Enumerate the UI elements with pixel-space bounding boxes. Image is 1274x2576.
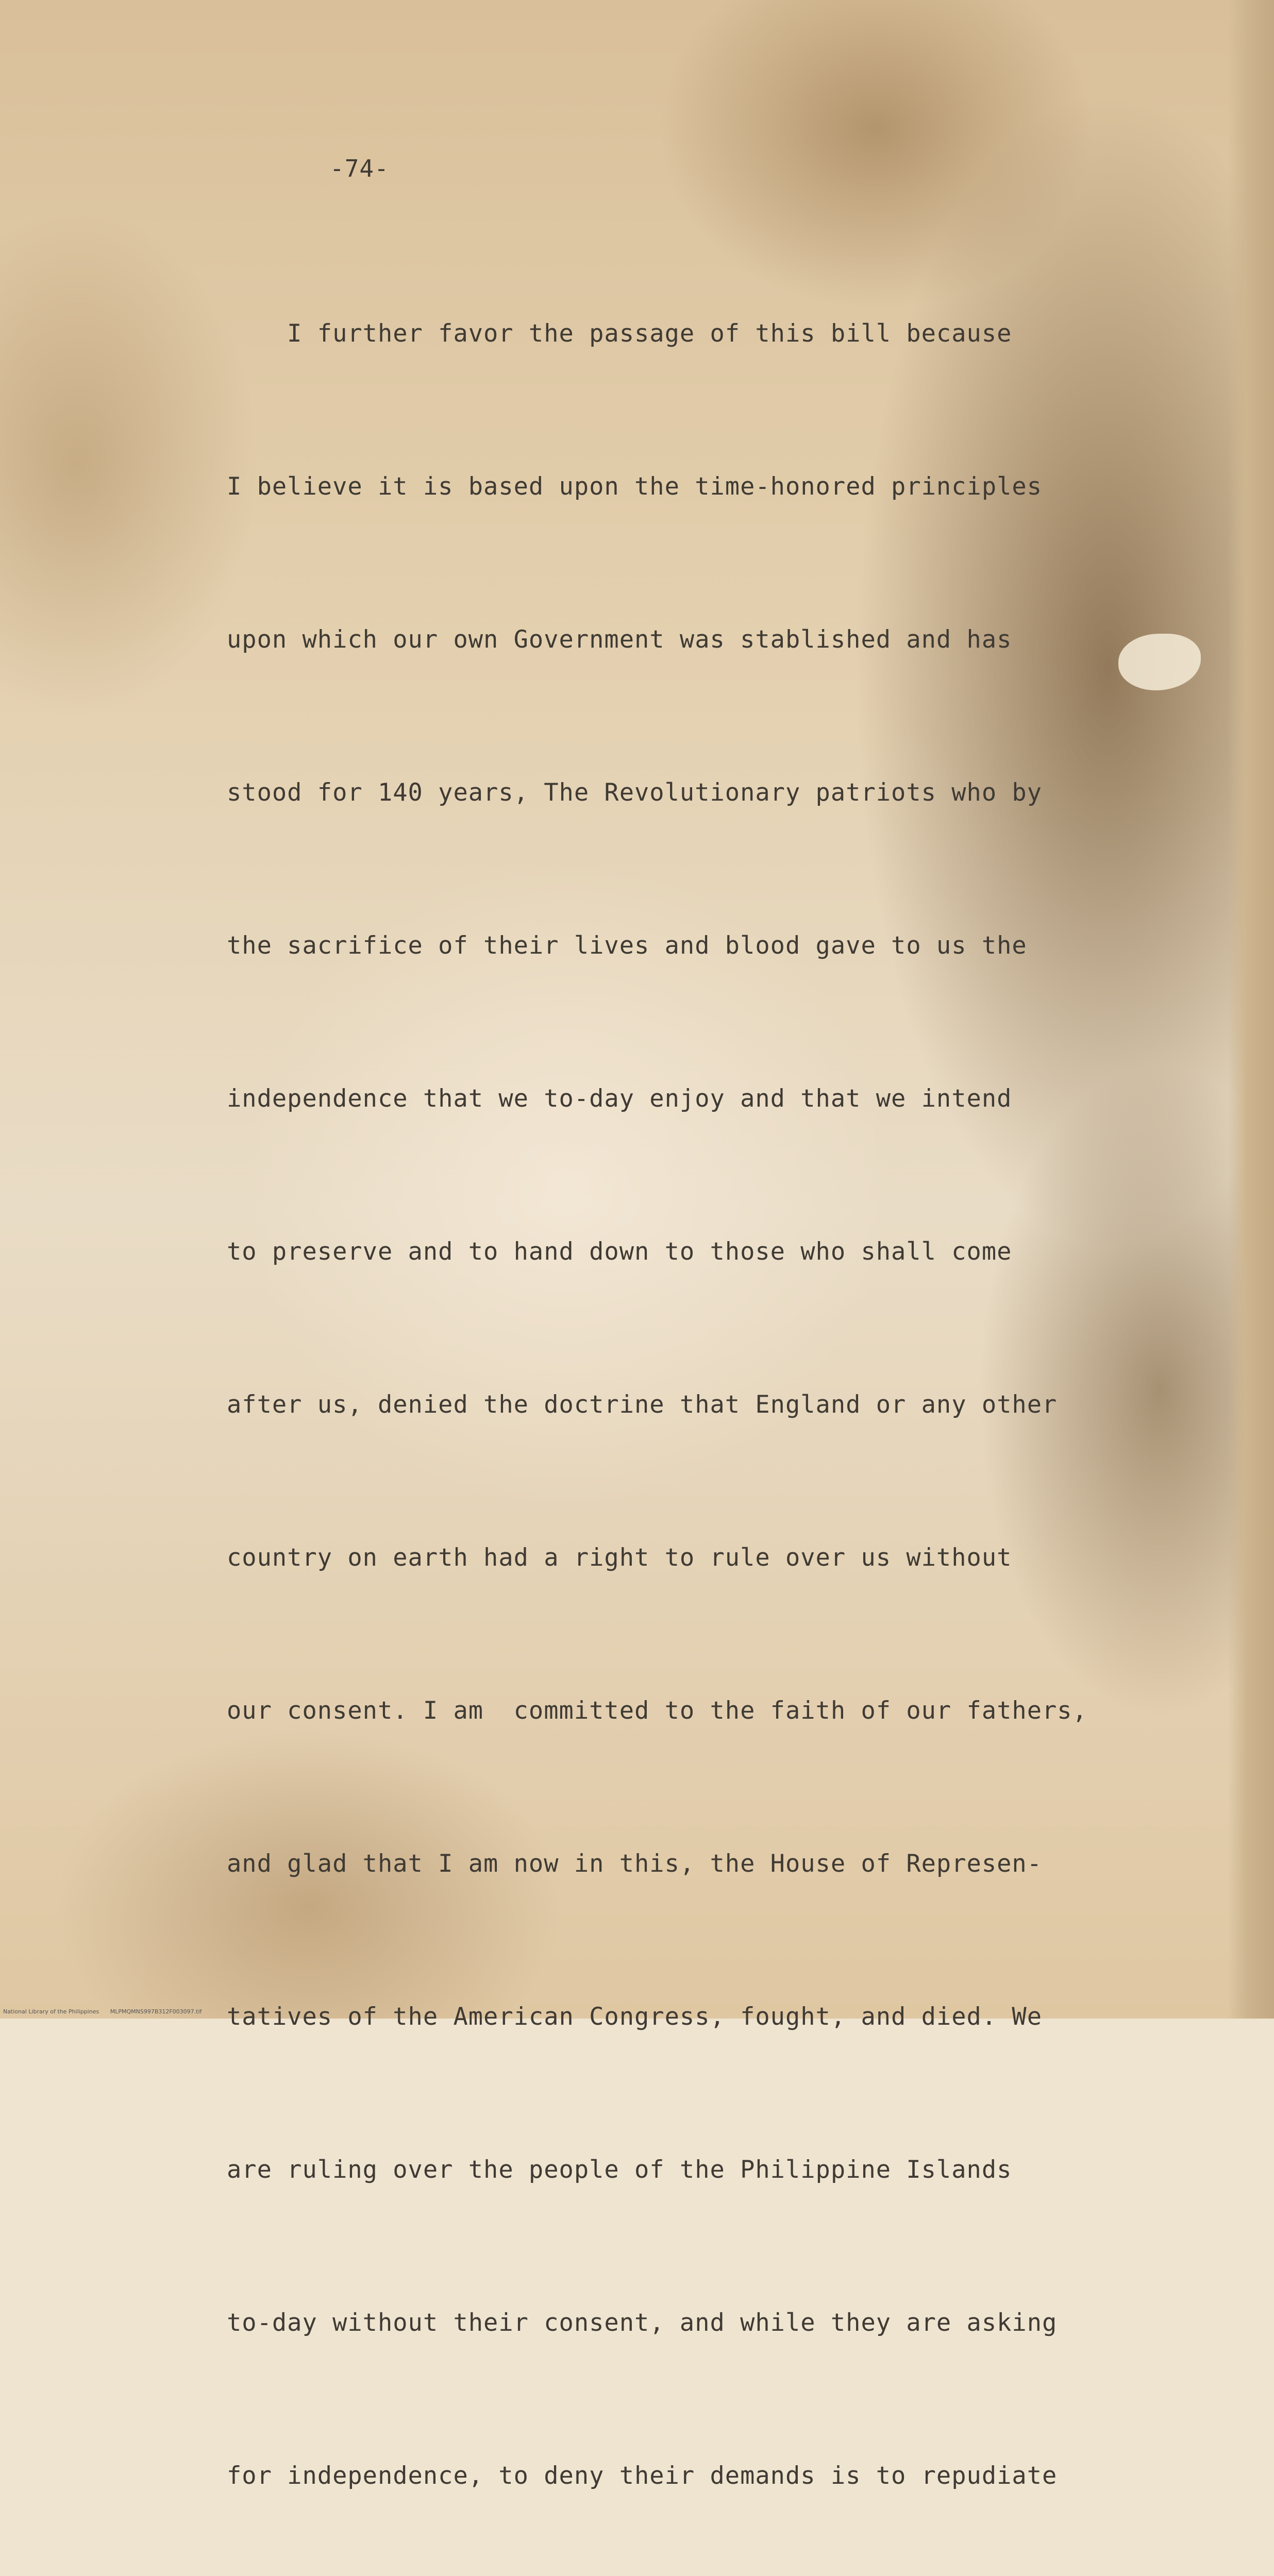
text-line: I believe it is based upon the time-honored principles (227, 472, 1043, 501)
scan-footer (3, 2008, 211, 2015)
text-line: to preserve and to hand down to those who shall come (227, 1238, 1012, 1266)
page-number: -74- (330, 155, 389, 182)
text-line: to-day without their consent, and while they are asking (227, 2309, 1058, 2337)
text-line: tatives of the American Congress, fought, and died. We (227, 2003, 1043, 2031)
text-line: stood for 140 years, The Revolutionary patriots who by (227, 778, 1043, 807)
footer-file-id: MLPMQMNS997B312F003097.tif (110, 2008, 202, 2015)
typed-text-body (227, 206, 1165, 2576)
text-line: are ruling over the people of the Philippine Islands (227, 2156, 1012, 2184)
text-line: independence that we to-day enjoy and that we intend (227, 1084, 1012, 1113)
text-line: I further favor the passage of this bill because (227, 319, 1012, 348)
text-line: our consent. I am committed to the faith of our fathers, (227, 1697, 1087, 1725)
text-line: country on earth had a right to rule over us without (227, 1544, 1012, 1572)
paper-edge (1228, 0, 1274, 2019)
text-line: after us, denied the doctrine that England or any other (227, 1391, 1058, 1419)
text-line: the sacrifice of their lives and blood gave to us the (227, 931, 1027, 960)
text-line: and glad that I am now in this, the House of Represen- (227, 1850, 1043, 1878)
footer-library-name: National Library of the Philippines (3, 2008, 99, 2015)
text-line: for independence, to deny their demands is to repudiate (227, 2462, 1058, 2490)
text-line: upon which our own Government was stablished and has (227, 625, 1012, 654)
